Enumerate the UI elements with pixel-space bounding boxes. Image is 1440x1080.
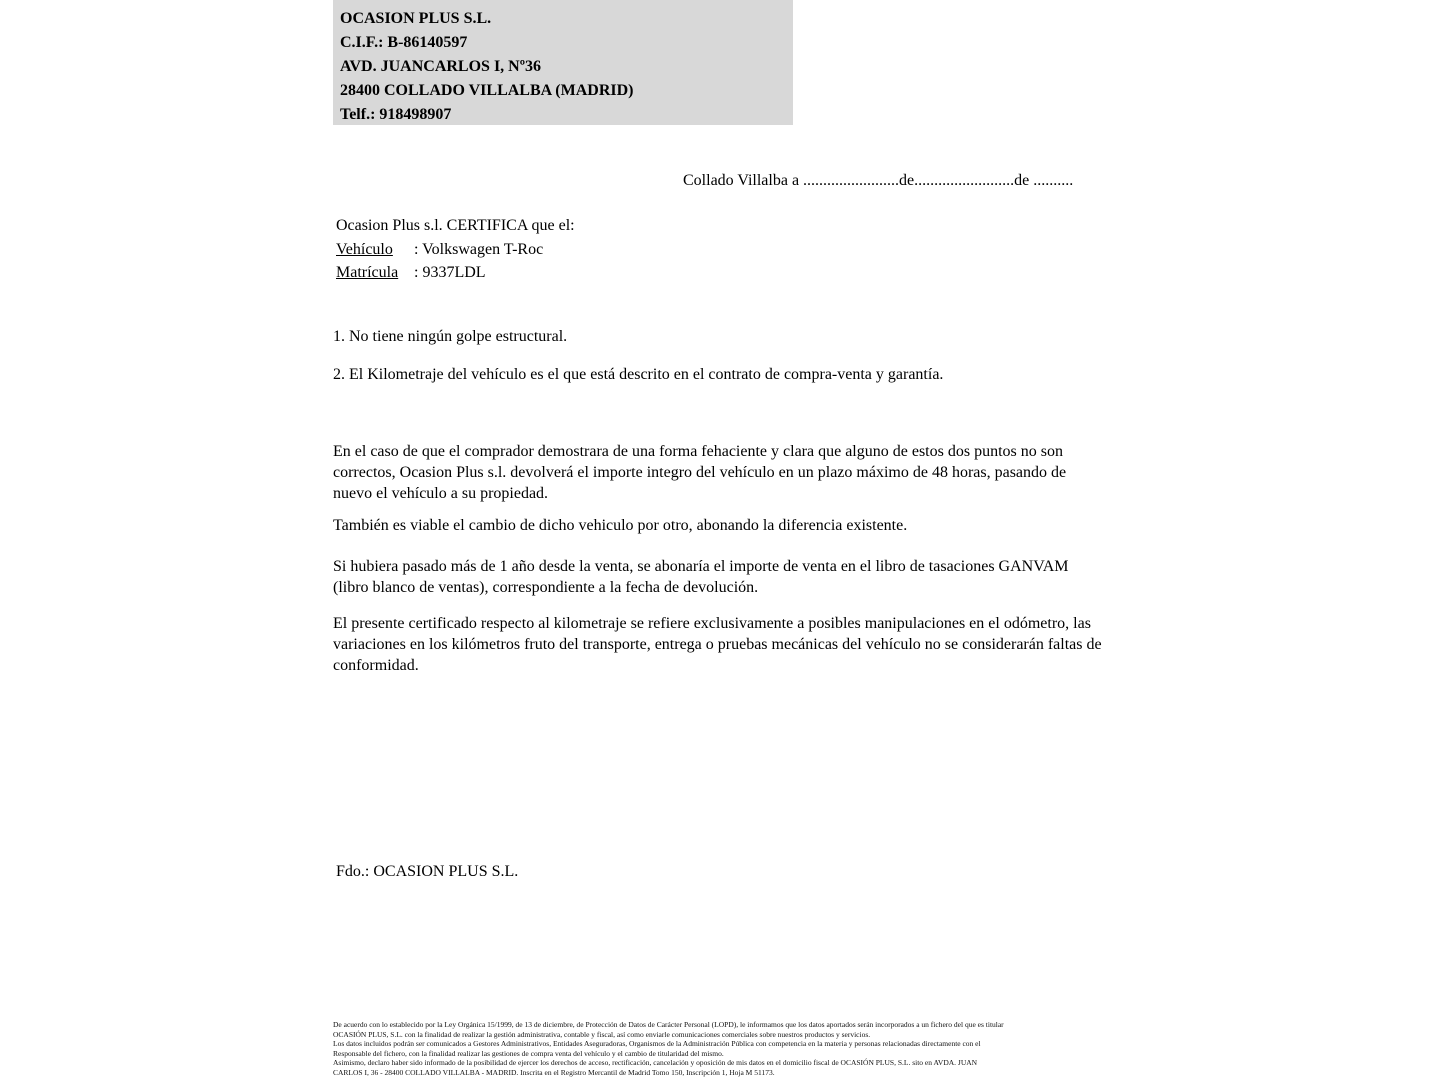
vehicle-row (336, 241, 543, 259)
certificate-point-1: 1. No tiene ningún golpe estructural. (333, 328, 568, 345)
company-name: OCASION PLUS S.L. (340, 10, 492, 27)
date-line: Collado Villalba a ........................de.........................de .......... (683, 172, 1074, 189)
company-city: 28400 COLLADO VILLALBA (MADRID) (340, 82, 634, 99)
certificate-point-2: 2. El Kilometraje del vehículo es el que está descrito en el contrato de compra-venta y garantía. (333, 366, 944, 383)
plate-value: : 9337LDL (414, 264, 486, 281)
paragraph-exchange: También es viable el cambio de dicho vehiculo por otro, abonando la diferencia existente. (333, 517, 908, 534)
legal-line: CARLOS I, 36 - 28400 COLLADO VILLALBA - MADRID. Inscrita en el Registro Mercantil de Madrid Tomo 150, Inscripción 1, Hoja M 51173. (333, 1067, 775, 1077)
paragraph-refund: En el caso de que el comprador demostrara de una forma fehaciente y clara que alguno de estos dos puntos no son correctos, Ocasion Plus s.l. devolverá el importe integro del vehículo en un plazo máximo de 48 horas, pasando de nuevo el vehículo a su propiedad. (333, 443, 1067, 502)
certifies-line: Ocasion Plus s.l. CERTIFICA que el: (336, 217, 575, 234)
legal-line: Asimismo, declaro haber sido informado de la posibilidad de ejercer los derechos de acceso, rectificación, cancelación y oposición de mis datos en el domicilio fiscal de OCASIÓN PLUS, S.L. sito en AVDA. JUAN (333, 1058, 978, 1068)
paragraph-ganvam: Si hubiera pasado más de 1 año desde la venta, se abonaría el importe de venta en el libro de tasaciones GANVAM (libro blanco de ventas), correspondiente a la fecha de devolución. (333, 558, 1069, 596)
paragraph-odometer: El presente certificado respecto al kilometraje se refiere exclusivamente a posibles manipulaciones en el odómetro, las variaciones en los kilómetros fruto del transporte, entrega o pruebas mecánicas del vehículo no se considerarán faltas de conformidad. (333, 615, 1102, 674)
plate-row (336, 264, 486, 282)
company-address: AVD. JUANCARLOS I, Nº36 (340, 58, 542, 75)
legal-line: Los datos incluidos podrán ser comunicados a Gestores Administrativos, Entidades Aseguradoras, Organismos de la Administración Pública con competencia en la materia y personas relacionadas directamente con el (333, 1039, 981, 1049)
plate-label: Matrícula (336, 264, 399, 281)
legal-line: Responsable del fichero, con la finalidad realizar las gestiones de compra venta del vehículo y el cambio de titularidad del mismo. (333, 1048, 724, 1058)
vehicle-label: Vehículo (336, 241, 393, 258)
company-cif: C.I.F.: B-86140597 (340, 34, 468, 51)
legal-footer (333, 1020, 1105, 1078)
vehicle-value: : Volkswagen T-Roc (414, 241, 544, 258)
legal-line: OCASIÓN PLUS, S.L. con la finalidad de realizar la gestión administrativa, contable y fiscal, así como enviarle comunicaciones comerciales sobre nuestros productos y servicios. (333, 1029, 871, 1039)
legal-line: De acuerdo con lo establecido por la Ley Orgánica 15/1999, de 13 de diciembre, de Protección de Datos de Carácter Personal (LOPD), le informamos que los datos aportados serán incorporados a un fichero del que es titular (333, 1020, 1004, 1029)
company-phone: Telf.: 918498907 (340, 106, 452, 123)
signature-line: Fdo.: OCASION PLUS S.L. (336, 863, 519, 880)
vehicle-label-wrap (336, 241, 414, 259)
company-header (333, 0, 793, 125)
plate-label-wrap (336, 264, 414, 282)
